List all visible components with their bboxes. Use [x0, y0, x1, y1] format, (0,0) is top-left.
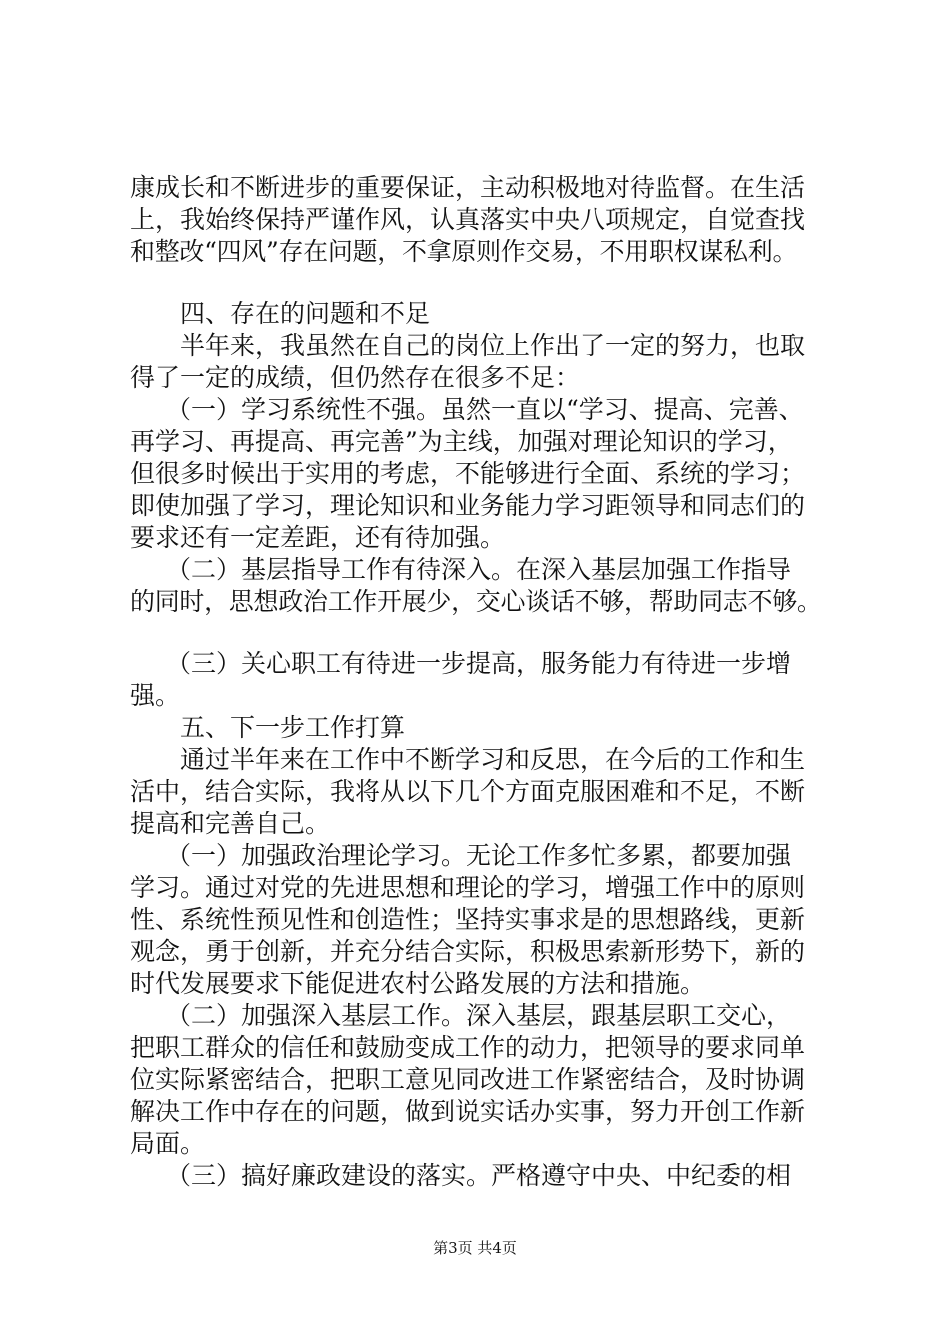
- text-line: 局面。: [130, 1129, 206, 1158]
- text-line: （三）搞好廉政建设的落实。严格遵守中央、中纪委的相: [166, 1161, 792, 1190]
- text-line: 半年来，我虽然在自己的岗位上作出了一定的努力，也取: [180, 331, 806, 360]
- text-line: （二）基层指导工作有待深入。在深入基层加强工作指导: [166, 555, 792, 584]
- text-line: 通过半年来在工作中不断学习和反思，在今后的工作和生: [180, 745, 806, 774]
- text-line: 即使加强了学习，理论知识和业务能力学习距领导和同志们的: [130, 491, 806, 520]
- text-line: 性、系统性预见性和创造性；坚持实事求是的思想路线，更新: [130, 905, 806, 934]
- text-line: 再学习、再提高、再完善”为主线，加强对理论知识的学习，: [130, 427, 793, 456]
- text-line: 但很多时候出于实用的考虑，不能够进行全面、系统的学习；: [130, 459, 806, 488]
- text-line: （三）关心职工有待进一步提高，服务能力有待进一步增: [166, 649, 792, 678]
- text-line: 要求还有一定差距，还有待加强。: [130, 523, 506, 552]
- text-line: 上，我始终保持严谨作风，认真落实中央八项规定，自觉查找: [130, 205, 806, 234]
- text-line: 提高和完善自己。: [130, 809, 331, 838]
- section-heading: 四、存在的问题和不足: [180, 299, 431, 328]
- text-line: （一）加强政治理论学习。无论工作多忙多累，都要加强: [166, 841, 792, 870]
- page-number: 第3页 共4页: [433, 1239, 517, 1257]
- text-line: 把职工群众的信任和鼓励变成工作的动力，把领导的要求同单: [130, 1033, 806, 1062]
- text-line: 的同时，思想政治工作开展少，交心谈话不够，帮助同志不够。: [130, 587, 822, 616]
- text-line: 时代发展要求下能促进农村公路发展的方法和措施。: [130, 969, 706, 998]
- text-line: （二）加强深入基层工作。深入基层，跟基层职工交心，: [166, 1001, 792, 1030]
- document-body: [130, 172, 846, 1192]
- text-line: 活中，结合实际，我将从以下几个方面克服困难和不足，不断: [130, 777, 806, 806]
- text-line: 学习。通过对党的先进思想和理论的学习，增强工作中的原则: [130, 873, 806, 902]
- text-line: 观念，勇于创新，并充分结合实际，积极思索新形势下，新的: [130, 937, 806, 966]
- section-heading: 五、下一步工作打算: [180, 713, 406, 742]
- text-line: 解决工作中存在的问题，做到说实话办实事，努力开创工作新: [130, 1097, 806, 1126]
- text-line: 得了一定的成绩，但仍然存在很多不足：: [130, 363, 581, 392]
- text-line: （一）学习系统性不强。虽然一直以“学习、提高、完善、: [166, 395, 804, 424]
- text-line: 和整改“四风”存在问题，不拿原则作交易，不用职权谋私利。: [130, 237, 798, 266]
- text-line: 强。: [130, 681, 181, 710]
- text-line: 康成长和不断进步的重要保证，主动积极地对待监督。在生活: [130, 173, 806, 202]
- text-line: 位实际紧密结合，把职工意见同改进工作紧密结合，及时协调: [130, 1065, 806, 1094]
